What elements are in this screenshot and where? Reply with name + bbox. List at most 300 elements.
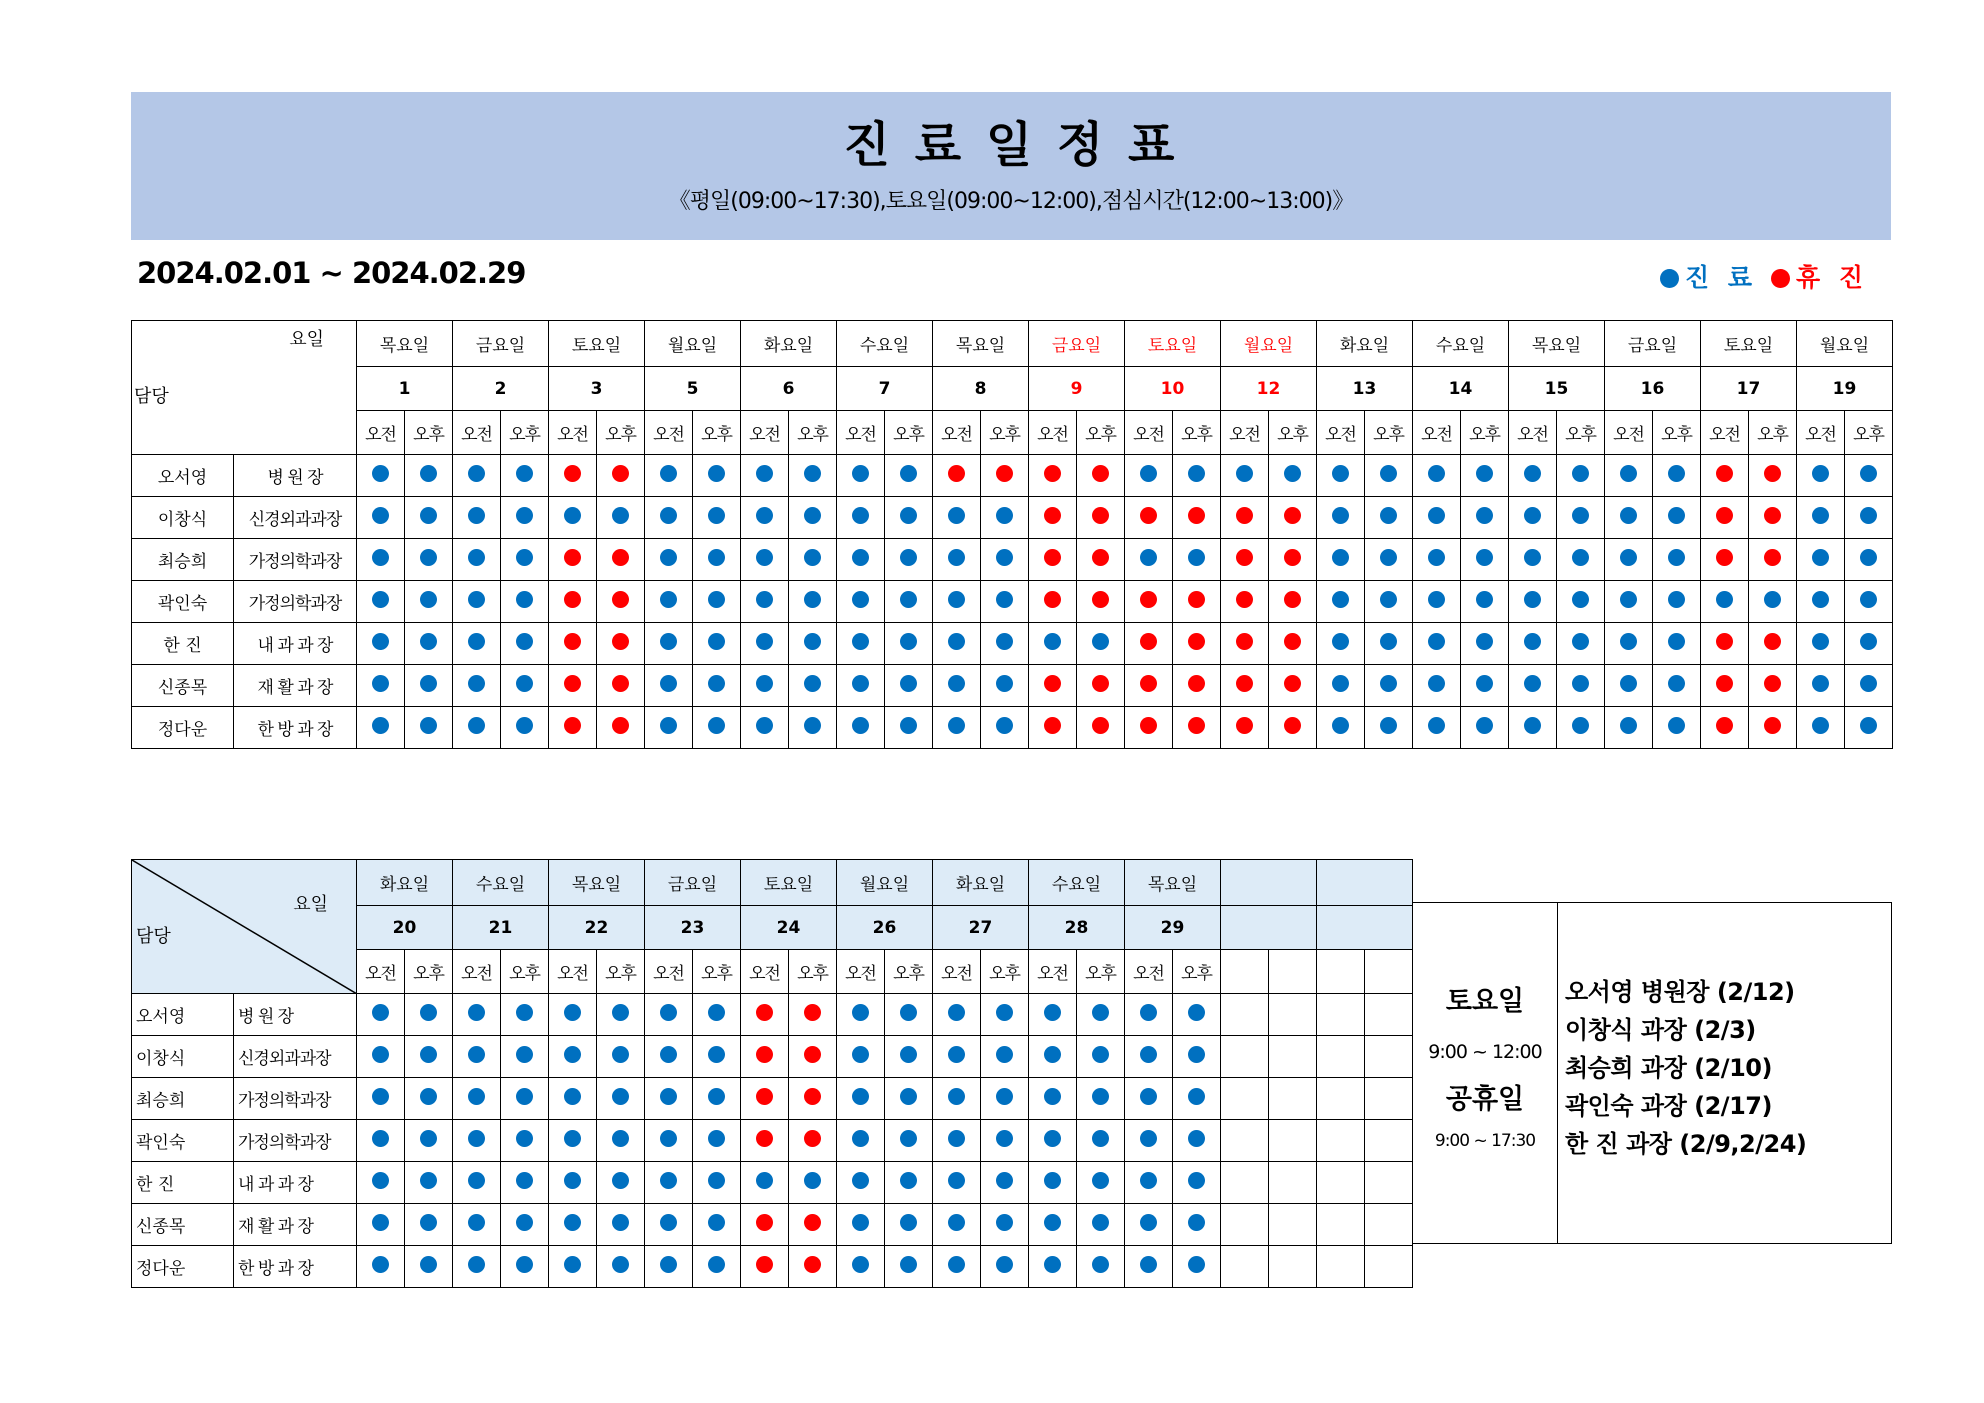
open-dot: [1140, 1256, 1157, 1273]
schedule-cell: [837, 1246, 885, 1288]
open-dot: [1380, 633, 1397, 650]
weekday-header: 토요일: [549, 321, 645, 367]
open-dot: [708, 1172, 725, 1189]
schedule-cell: [1269, 539, 1317, 581]
closed-dot: [1236, 549, 1253, 566]
schedule-cell: [1173, 455, 1221, 497]
date-header: 13: [1317, 367, 1413, 411]
closed-dot: [1764, 465, 1781, 482]
open-dot: [660, 1130, 677, 1147]
staff-position: 신경외과과장: [234, 1036, 357, 1078]
schedule-cell: [1125, 1204, 1173, 1246]
open-dot: [1812, 549, 1829, 566]
schedule-cell: [597, 1246, 645, 1288]
schedule-cell: [1077, 1204, 1125, 1246]
closed-dot: [1764, 633, 1781, 650]
schedule-cell: [741, 994, 789, 1036]
schedule-cell: [1029, 455, 1077, 497]
staff-name: 오서영: [132, 994, 234, 1036]
closed-dot: [1284, 507, 1301, 524]
empty-cell: [1317, 1162, 1365, 1204]
schedule-cell: [1557, 623, 1605, 665]
open-dot: [948, 1046, 965, 1063]
closed-dot: [564, 633, 581, 650]
open-dot: [1716, 591, 1733, 608]
schedule-cell: [1317, 581, 1365, 623]
schedule-cell: [1077, 665, 1125, 707]
schedule-cell: [1701, 665, 1749, 707]
schedule-cell: [1845, 623, 1893, 665]
holiday-label: 공휴일: [1445, 1084, 1525, 1115]
closed-dot: [1716, 507, 1733, 524]
open-dot: [420, 1172, 437, 1189]
schedule-cell: [357, 539, 405, 581]
schedule-cell: [1653, 623, 1701, 665]
schedule-cell: [1077, 623, 1125, 665]
schedule-cell: [549, 707, 597, 749]
date-header: 7: [837, 367, 933, 411]
date-header: 29: [1125, 906, 1221, 950]
open-dot: [852, 1088, 869, 1105]
staff-row: [132, 1120, 1413, 1162]
schedule-cell: [1653, 707, 1701, 749]
date-header: 3: [549, 367, 645, 411]
open-dot: [948, 1130, 965, 1147]
weekday-header: 목요일: [1125, 860, 1221, 906]
date-header: 6: [741, 367, 837, 411]
schedule-cell: [405, 539, 453, 581]
schedule-cell: [1125, 623, 1173, 665]
closed-dot: [612, 717, 629, 734]
pm-header: 오후: [789, 950, 837, 994]
schedule-cell: [981, 455, 1029, 497]
schedule-cell: [1221, 455, 1269, 497]
weekday-header: 화요일: [357, 860, 453, 906]
open-dot: [900, 465, 917, 482]
schedule-cell: [1077, 707, 1125, 749]
schedule-cell: [1317, 455, 1365, 497]
open-dot: [1668, 591, 1685, 608]
pm-header: 오후: [885, 411, 933, 455]
open-dot: [1812, 717, 1829, 734]
info-divider: [1557, 903, 1558, 1243]
empty-cell: [1317, 1204, 1365, 1246]
schedule-cell: [981, 1078, 1029, 1120]
open-dot: [1092, 1172, 1109, 1189]
empty-cell: [1365, 1246, 1413, 1288]
am-header: 오전: [1029, 411, 1077, 455]
schedule-cell: [1125, 497, 1173, 539]
schedule-cell: [1221, 623, 1269, 665]
schedule-cell: [549, 1120, 597, 1162]
schedule-cell: [1461, 497, 1509, 539]
schedule-cell: [453, 707, 501, 749]
schedule-cell: [693, 623, 741, 665]
staff-position: 가정의학과장: [234, 581, 357, 623]
open-dot: [1524, 633, 1541, 650]
empty-cell: [1269, 994, 1317, 1036]
schedule-cell: [933, 707, 981, 749]
schedule-cell: [741, 665, 789, 707]
schedule-cell: [549, 1078, 597, 1120]
open-dot: [1284, 465, 1301, 482]
open-dot: [1044, 1214, 1061, 1231]
open-dot: [420, 549, 437, 566]
closed-dot: [1140, 507, 1157, 524]
open-dot: [516, 717, 533, 734]
schedule-cell: [693, 1162, 741, 1204]
open-dot: [1620, 633, 1637, 650]
empty-cell: [1365, 950, 1413, 994]
open-dot: [1860, 465, 1877, 482]
open-dot: [708, 1046, 725, 1063]
schedule-cell: [453, 665, 501, 707]
open-dot: [1572, 675, 1589, 692]
open-dot: [1860, 591, 1877, 608]
open-dot: [1140, 465, 1157, 482]
schedule-cell: [549, 539, 597, 581]
open-dot: [1476, 675, 1493, 692]
schedule-cell: [645, 1078, 693, 1120]
open-dot: [1188, 1046, 1205, 1063]
open-dot: [756, 465, 773, 482]
closed-dot: [1044, 717, 1061, 734]
open-dot: [1092, 1256, 1109, 1273]
schedule-cell: [1797, 581, 1845, 623]
schedule-cell: [1029, 581, 1077, 623]
schedule-cell: [453, 455, 501, 497]
schedule-cell: [549, 994, 597, 1036]
schedule-cell: [1269, 497, 1317, 539]
schedule-cell: [1077, 1078, 1125, 1120]
open-dot: [1620, 591, 1637, 608]
empty-cell: [1221, 1246, 1269, 1288]
schedule-cell: [789, 455, 837, 497]
closed-dot: [1284, 633, 1301, 650]
open-dot: [1332, 717, 1349, 734]
am-header: 오전: [1701, 411, 1749, 455]
holiday-hours: 9:00 ~ 17:30: [1434, 1131, 1536, 1151]
schedule-cell: [1221, 497, 1269, 539]
open-dot: [996, 1172, 1013, 1189]
schedule-cell: [597, 455, 645, 497]
open-dot: [852, 675, 869, 692]
schedule-cell: [741, 1246, 789, 1288]
open-dot: [1140, 1046, 1157, 1063]
schedule-cell: [357, 1162, 405, 1204]
open-dot: [1428, 507, 1445, 524]
open-dot: [1140, 1214, 1157, 1231]
schedule-cell: [693, 1204, 741, 1246]
open-dot: [948, 507, 965, 524]
closed-dot: [1716, 465, 1733, 482]
schedule-cell: [1029, 623, 1077, 665]
staff-name: 곽인숙: [132, 1120, 234, 1162]
empty-header: [1317, 860, 1413, 906]
am-header: 오전: [453, 950, 501, 994]
open-dot: [468, 1130, 485, 1147]
schedule-cell: [1413, 497, 1461, 539]
weekday-header: 수요일: [837, 321, 933, 367]
open-dot: [804, 717, 821, 734]
weekday-header: 목요일: [933, 321, 1029, 367]
pm-header: 오후: [885, 950, 933, 994]
open-dot: [660, 717, 677, 734]
closed-dot: [1764, 507, 1781, 524]
open-dot: [1620, 717, 1637, 734]
open-dot: [1140, 1172, 1157, 1189]
open-dot: [468, 465, 485, 482]
schedule-cell: [597, 1120, 645, 1162]
staff-name: 오서영: [132, 455, 234, 497]
schedule-cell: [1173, 497, 1221, 539]
staff-name: 한 진: [132, 1162, 234, 1204]
open-dot: [660, 633, 677, 650]
weekday-header: 금요일: [1029, 321, 1125, 367]
open-dot: [372, 1214, 389, 1231]
schedule-cell: [1269, 455, 1317, 497]
schedule-cell: [1221, 707, 1269, 749]
open-dot: [1332, 549, 1349, 566]
open-dot: [756, 507, 773, 524]
weekday-header: 월요일: [837, 860, 933, 906]
schedule-cell: [645, 581, 693, 623]
open-dot: [1572, 717, 1589, 734]
open-dot: [420, 591, 437, 608]
schedule-cell: [741, 1204, 789, 1246]
empty-cell: [1317, 994, 1365, 1036]
page-title: 진 료 일 정 표: [843, 117, 1179, 173]
open-dot: [852, 633, 869, 650]
schedule-cell: [645, 1162, 693, 1204]
schedule-cell: [1605, 497, 1653, 539]
schedule-cell: [1413, 455, 1461, 497]
schedule-cell: [741, 455, 789, 497]
schedule-cell: [1605, 623, 1653, 665]
open-dot: [468, 1004, 485, 1021]
open-dot: [708, 1256, 725, 1273]
open-dot: [1476, 507, 1493, 524]
closed-dot: [1236, 675, 1253, 692]
closed-dot: [804, 1004, 821, 1021]
closed-dot: [1716, 633, 1733, 650]
closed-dot: [1284, 549, 1301, 566]
schedule-cell: [789, 539, 837, 581]
schedule-cell: [1365, 497, 1413, 539]
open-dot: [1476, 465, 1493, 482]
schedule-cell: [1317, 539, 1365, 581]
legend-label-work: 진 료: [1685, 263, 1758, 292]
open-dot: [1620, 465, 1637, 482]
schedule-cell: [1173, 1120, 1221, 1162]
schedule-cell: [1845, 707, 1893, 749]
schedule-cell: [885, 1078, 933, 1120]
schedule-cell: [1173, 994, 1221, 1036]
open-dot: [852, 717, 869, 734]
schedule-cell: [453, 1078, 501, 1120]
schedule-cell: [1125, 539, 1173, 581]
schedule-cell: [693, 665, 741, 707]
closed-dot: [1188, 633, 1205, 650]
schedule-cell: [357, 1246, 405, 1288]
staff-position: 한 방 과 장: [234, 1246, 357, 1288]
open-dot: [1044, 1088, 1061, 1105]
staff-position: 재 활 과 장: [234, 1204, 357, 1246]
schedule-cell: [933, 1120, 981, 1162]
schedule-cell: [1125, 1162, 1173, 1204]
closed-dot: [1284, 717, 1301, 734]
schedule-cell: [1221, 665, 1269, 707]
schedule-cell: [741, 707, 789, 749]
schedule-cell: [549, 1246, 597, 1288]
open-dot: [420, 1214, 437, 1231]
schedule-cell: [1461, 665, 1509, 707]
holiday-info-box: [1412, 902, 1892, 1244]
am-header: 오전: [645, 411, 693, 455]
am-header: 오전: [1125, 950, 1173, 994]
empty-header: [1221, 906, 1317, 950]
am-header: 오전: [1317, 411, 1365, 455]
staff-row: [132, 455, 1893, 497]
schedule-cell: [1365, 581, 1413, 623]
open-dot: [1188, 549, 1205, 566]
schedule-cell: [597, 1078, 645, 1120]
closed-dot: [1140, 675, 1157, 692]
empty-cell: [1221, 1120, 1269, 1162]
schedule-cell: [1125, 1120, 1173, 1162]
open-dot: [900, 1172, 917, 1189]
open-dot: [1668, 507, 1685, 524]
schedule-cell: [405, 1162, 453, 1204]
schedule-cell: [741, 497, 789, 539]
weekday-header: 화요일: [933, 860, 1029, 906]
schedule-cell: [741, 581, 789, 623]
empty-cell: [1221, 1204, 1269, 1246]
closed-dot: [1092, 717, 1109, 734]
schedule-cell: [357, 497, 405, 539]
schedule-cell: [1845, 455, 1893, 497]
schedule-cell: [645, 455, 693, 497]
date-header: 16: [1605, 367, 1701, 411]
empty-cell: [1365, 1120, 1413, 1162]
am-header: 오전: [933, 411, 981, 455]
schedule-cell: [1413, 581, 1461, 623]
schedule-cell: [1029, 1204, 1077, 1246]
closed-dot: [948, 465, 965, 482]
closed-dot: [1140, 633, 1157, 650]
schedule-cell: [933, 665, 981, 707]
schedule-cell: [453, 497, 501, 539]
open-dot: [804, 591, 821, 608]
closed-dot: [1140, 717, 1157, 734]
schedule-cell: [741, 539, 789, 581]
schedule-cell: [693, 1246, 741, 1288]
schedule-cell: [405, 994, 453, 1036]
schedule-cell: [741, 1162, 789, 1204]
schedule-cell: [357, 1120, 405, 1162]
am-header: 오전: [1509, 411, 1557, 455]
am-header: 오전: [1029, 950, 1077, 994]
pm-header: 오후: [981, 950, 1029, 994]
am-header: 오전: [837, 950, 885, 994]
empty-header: [1317, 906, 1413, 950]
pm-header: 오후: [1461, 411, 1509, 455]
schedule-cell: [597, 497, 645, 539]
closure-notes: [1565, 973, 1806, 1163]
schedule-cell: [933, 1246, 981, 1288]
schedule-cell: [885, 1162, 933, 1204]
open-dot: [1380, 717, 1397, 734]
schedule-cell: [1413, 623, 1461, 665]
open-dot: [1476, 717, 1493, 734]
schedule-cell: [693, 539, 741, 581]
open-dot: [1668, 465, 1685, 482]
staff-name: 정다운: [132, 1246, 234, 1288]
schedule-cell: [501, 497, 549, 539]
page-subtitle: 《평일(09:00~17:30),토요일(09:00~12:00),점심시간(12:00~13:00)》: [668, 189, 1354, 214]
open-dot: [468, 675, 485, 692]
schedule-cell: [1653, 455, 1701, 497]
schedule-cell: [837, 665, 885, 707]
open-dot: [852, 591, 869, 608]
open-dot: [1380, 465, 1397, 482]
open-dot: [1092, 1130, 1109, 1147]
schedule-cell: [885, 1204, 933, 1246]
open-dot: [1428, 591, 1445, 608]
date-header: 15: [1509, 367, 1605, 411]
schedule-cell: [1077, 455, 1125, 497]
schedule-cell: [789, 707, 837, 749]
pm-header: 오후: [693, 411, 741, 455]
open-dot: [1044, 1256, 1061, 1273]
open-dot: [1332, 465, 1349, 482]
am-header: 오전: [1797, 411, 1845, 455]
pm-header: 오후: [981, 411, 1029, 455]
schedule-cell: [1653, 497, 1701, 539]
schedule-cell: [549, 497, 597, 539]
schedule-cell: [549, 581, 597, 623]
closed-dot: [1044, 465, 1061, 482]
open-dot: [1524, 507, 1541, 524]
am-header: 오전: [837, 411, 885, 455]
closed-dot: [1188, 717, 1205, 734]
open-dot: [852, 1046, 869, 1063]
date-header: 12: [1221, 367, 1317, 411]
pm-header: 오후: [1557, 411, 1605, 455]
closed-dot: [1092, 549, 1109, 566]
empty-cell: [1269, 1078, 1317, 1120]
open-dot: [900, 1088, 917, 1105]
schedule-table-1: [131, 320, 1893, 749]
empty-cell: [1221, 1162, 1269, 1204]
open-dot: [1140, 1130, 1157, 1147]
weekday-header: 토요일: [1125, 321, 1221, 367]
pm-header: 오후: [501, 411, 549, 455]
schedule-cell: [597, 994, 645, 1036]
open-dot: [468, 1256, 485, 1273]
closed-dot: [804, 1046, 821, 1063]
date-header: 21: [453, 906, 549, 950]
open-dot: [1188, 1130, 1205, 1147]
open-dot: [372, 717, 389, 734]
schedule-cell: [1413, 707, 1461, 749]
closed-dot: [756, 1088, 773, 1105]
weekday-header: 토요일: [1701, 321, 1797, 367]
open-dot: [948, 633, 965, 650]
open-dot: [660, 465, 677, 482]
schedule-cell: [1653, 665, 1701, 707]
closed-dot: [756, 1256, 773, 1273]
